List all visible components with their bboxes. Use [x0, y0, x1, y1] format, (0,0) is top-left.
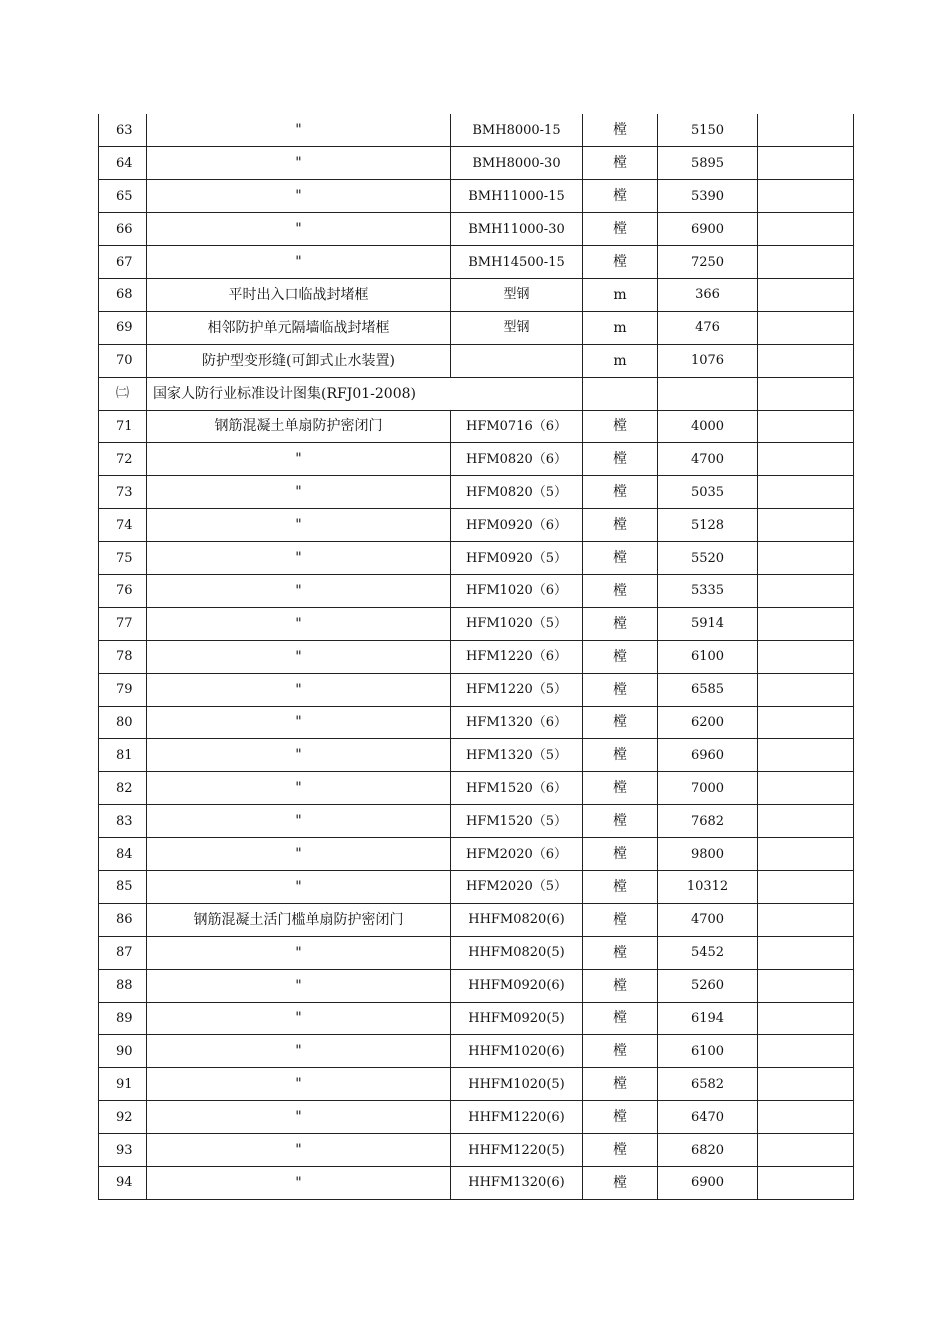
item-unit: 樘 [583, 476, 658, 509]
item-unit: 樘 [583, 1035, 658, 1068]
row-number: 89 [99, 1002, 147, 1035]
item-name: " [147, 1068, 451, 1101]
item-spec: HFM0920（5） [451, 542, 583, 575]
item-note [758, 838, 854, 871]
item-unit: 樘 [583, 838, 658, 871]
item-unit: 樘 [583, 180, 658, 213]
table-row [99, 640, 854, 673]
item-name: " [147, 509, 451, 542]
item-note [758, 542, 854, 575]
item-spec: HFM2020（5） [451, 870, 583, 903]
table-row [99, 147, 854, 180]
item-price: 4700 [658, 903, 758, 936]
item-name: " [147, 673, 451, 706]
table-row [99, 574, 854, 607]
item-spec: BMH14500-15 [451, 246, 583, 279]
item-spec: HHFM1020(5) [451, 1068, 583, 1101]
item-price: 6194 [658, 1002, 758, 1035]
item-name: " [147, 180, 451, 213]
item-unit: 樘 [583, 969, 658, 1002]
item-note [758, 509, 854, 542]
row-number: 79 [99, 673, 147, 706]
table-row [99, 936, 854, 969]
item-price: 6582 [658, 1068, 758, 1101]
item-note [758, 311, 854, 344]
price-cell [658, 377, 758, 410]
item-price: 4700 [658, 443, 758, 476]
item-unit: 樘 [583, 443, 658, 476]
item-spec: HFM1020（5） [451, 607, 583, 640]
item-name: " [147, 147, 451, 180]
item-spec [451, 344, 583, 377]
row-number: 72 [99, 443, 147, 476]
item-spec: HFM1020（6） [451, 574, 583, 607]
row-number: 78 [99, 640, 147, 673]
row-number: 74 [99, 509, 147, 542]
item-price: 6585 [658, 673, 758, 706]
table-row [99, 1134, 854, 1167]
item-price: 5128 [658, 509, 758, 542]
table-row [99, 1167, 854, 1200]
item-unit: 樘 [583, 805, 658, 838]
item-price: 5035 [658, 476, 758, 509]
item-spec: HHFM1020(6) [451, 1035, 583, 1068]
table-row [99, 1101, 854, 1134]
row-number: 80 [99, 706, 147, 739]
item-name: " [147, 772, 451, 805]
row-number: 71 [99, 410, 147, 443]
table-row [99, 969, 854, 1002]
item-spec: HHFM0920(5) [451, 1002, 583, 1035]
item-note [758, 278, 854, 311]
table-row [99, 509, 854, 542]
table-row [99, 311, 854, 344]
item-spec: HHFM0820(6) [451, 903, 583, 936]
item-name: 相邻防护单元隔墙临战封堵框 [147, 311, 451, 344]
item-unit: 樘 [583, 509, 658, 542]
item-note [758, 574, 854, 607]
item-unit: 樘 [583, 673, 658, 706]
item-spec: 型钢 [451, 311, 583, 344]
item-note [758, 1134, 854, 1167]
table-row [99, 542, 854, 575]
row-number: 76 [99, 574, 147, 607]
table-row [99, 410, 854, 443]
item-unit: 樘 [583, 739, 658, 772]
row-number: 94 [99, 1167, 147, 1200]
table-row [99, 838, 854, 871]
item-name: " [147, 739, 451, 772]
item-note [758, 443, 854, 476]
item-spec: HHFM1220(5) [451, 1134, 583, 1167]
item-name: " [147, 706, 451, 739]
table-row [99, 805, 854, 838]
item-unit: 樘 [583, 410, 658, 443]
item-name: " [147, 213, 451, 246]
row-number: 69 [99, 311, 147, 344]
row-number: 66 [99, 213, 147, 246]
item-price: 6200 [658, 706, 758, 739]
note-cell [758, 377, 854, 410]
item-spec: HFM0716（6） [451, 410, 583, 443]
row-number: 67 [99, 246, 147, 279]
item-name: " [147, 838, 451, 871]
price-table [98, 114, 854, 1200]
table-row [99, 344, 854, 377]
item-spec: HFM1320（5） [451, 739, 583, 772]
row-number: 81 [99, 739, 147, 772]
item-note [758, 706, 854, 739]
row-number: 92 [99, 1101, 147, 1134]
row-number: 73 [99, 476, 147, 509]
row-number: 77 [99, 607, 147, 640]
item-note [758, 673, 854, 706]
table-row [99, 246, 854, 279]
row-number: ㈡ [99, 377, 147, 410]
item-spec: HFM1520（6） [451, 772, 583, 805]
item-price: 6960 [658, 739, 758, 772]
item-price: 6900 [658, 213, 758, 246]
table-row [99, 278, 854, 311]
item-price: 10312 [658, 870, 758, 903]
item-name: " [147, 607, 451, 640]
item-name: " [147, 870, 451, 903]
item-unit: 樘 [583, 147, 658, 180]
item-unit: 樘 [583, 1002, 658, 1035]
item-unit: 樘 [583, 772, 658, 805]
item-note [758, 1035, 854, 1068]
item-name: " [147, 1167, 451, 1200]
item-name: 钢筋混凝土单扇防护密闭门 [147, 410, 451, 443]
item-note [758, 607, 854, 640]
item-name: " [147, 443, 451, 476]
item-name: 平时出入口临战封堵框 [147, 278, 451, 311]
item-note [758, 344, 854, 377]
item-note [758, 213, 854, 246]
table-row [99, 1035, 854, 1068]
item-note [758, 805, 854, 838]
item-name: " [147, 640, 451, 673]
item-spec: BMH8000-30 [451, 147, 583, 180]
item-unit: 樘 [583, 870, 658, 903]
table-row [99, 443, 854, 476]
item-note [758, 1101, 854, 1134]
table-row [99, 213, 854, 246]
row-number: 68 [99, 278, 147, 311]
item-price: 5150 [658, 114, 758, 147]
section-title: 国家人防行业标准设计图集(RFJ01-2008) [147, 377, 583, 410]
item-price: 6820 [658, 1134, 758, 1167]
item-name: 钢筋混凝土活门槛单扇防护密闭门 [147, 903, 451, 936]
item-note [758, 476, 854, 509]
item-name: " [147, 1002, 451, 1035]
table-row [99, 739, 854, 772]
item-price: 6900 [658, 1167, 758, 1200]
unit-cell [583, 377, 658, 410]
item-unit: 樘 [583, 213, 658, 246]
section-row [99, 377, 854, 410]
item-unit: 樘 [583, 114, 658, 147]
item-spec: HFM1320（6） [451, 706, 583, 739]
item-note [758, 410, 854, 443]
item-unit: 樘 [583, 542, 658, 575]
item-price: 5390 [658, 180, 758, 213]
table-row [99, 1002, 854, 1035]
item-spec: HFM0820（5） [451, 476, 583, 509]
item-price: 5520 [658, 542, 758, 575]
item-price: 9800 [658, 838, 758, 871]
item-name: " [147, 476, 451, 509]
item-name: " [147, 1101, 451, 1134]
item-spec: BMH11000-15 [451, 180, 583, 213]
table-row [99, 903, 854, 936]
item-name: 防护型变形缝(可卸式止水装置) [147, 344, 451, 377]
row-number: 88 [99, 969, 147, 1002]
item-price: 7250 [658, 246, 758, 279]
row-number: 63 [99, 114, 147, 147]
row-number: 70 [99, 344, 147, 377]
item-name: " [147, 246, 451, 279]
item-price: 1076 [658, 344, 758, 377]
item-note [758, 246, 854, 279]
price-table-body [99, 114, 854, 1199]
item-spec: BMH11000-30 [451, 213, 583, 246]
item-spec: HHFM0920(6) [451, 969, 583, 1002]
item-unit: 樘 [583, 607, 658, 640]
item-name: " [147, 542, 451, 575]
item-note [758, 1167, 854, 1200]
item-spec: HFM1520（5） [451, 805, 583, 838]
item-price: 366 [658, 278, 758, 311]
row-number: 75 [99, 542, 147, 575]
item-price: 7682 [658, 805, 758, 838]
item-name: " [147, 1134, 451, 1167]
row-number: 93 [99, 1134, 147, 1167]
item-price: 5895 [658, 147, 758, 180]
row-number: 64 [99, 147, 147, 180]
item-spec: HFM1220（6） [451, 640, 583, 673]
item-unit: 樘 [583, 903, 658, 936]
item-note [758, 870, 854, 903]
row-number: 87 [99, 936, 147, 969]
item-price: 5914 [658, 607, 758, 640]
row-number: 85 [99, 870, 147, 903]
item-price: 476 [658, 311, 758, 344]
item-note [758, 739, 854, 772]
item-note [758, 1002, 854, 1035]
item-name: " [147, 574, 451, 607]
item-spec: HFM1220（5） [451, 673, 583, 706]
table-row [99, 476, 854, 509]
item-unit: m [583, 278, 658, 311]
item-price: 6470 [658, 1101, 758, 1134]
table-row [99, 706, 854, 739]
item-note [758, 772, 854, 805]
item-note [758, 114, 854, 147]
table-row [99, 1068, 854, 1101]
item-name: " [147, 114, 451, 147]
item-spec: HFM0820（6） [451, 443, 583, 476]
row-number: 91 [99, 1068, 147, 1101]
table-row [99, 772, 854, 805]
item-unit: 樘 [583, 246, 658, 279]
item-note [758, 936, 854, 969]
table-row [99, 607, 854, 640]
item-unit: 樘 [583, 640, 658, 673]
item-spec: HHFM1320(6) [451, 1167, 583, 1200]
item-price: 6100 [658, 1035, 758, 1068]
item-note [758, 903, 854, 936]
item-note [758, 147, 854, 180]
row-number: 86 [99, 903, 147, 936]
item-note [758, 640, 854, 673]
item-unit: 樘 [583, 1101, 658, 1134]
item-spec: HFM2020（6） [451, 838, 583, 871]
item-spec: 型钢 [451, 278, 583, 311]
item-unit: m [583, 344, 658, 377]
row-number: 90 [99, 1035, 147, 1068]
item-name: " [147, 1035, 451, 1068]
item-spec: BMH8000-15 [451, 114, 583, 147]
item-unit: m [583, 311, 658, 344]
table-row [99, 673, 854, 706]
item-spec: HFM0920（6） [451, 509, 583, 542]
item-unit: 樘 [583, 936, 658, 969]
item-unit: 樘 [583, 1167, 658, 1200]
row-number: 83 [99, 805, 147, 838]
row-number: 82 [99, 772, 147, 805]
item-price: 5452 [658, 936, 758, 969]
row-number: 84 [99, 838, 147, 871]
item-price: 5335 [658, 574, 758, 607]
item-unit: 樘 [583, 574, 658, 607]
item-unit: 樘 [583, 706, 658, 739]
item-name: " [147, 969, 451, 1002]
item-spec: HHFM1220(6) [451, 1101, 583, 1134]
item-price: 7000 [658, 772, 758, 805]
item-unit: 樘 [583, 1134, 658, 1167]
item-spec: HHFM0820(5) [451, 936, 583, 969]
item-price: 5260 [658, 969, 758, 1002]
item-name: " [147, 936, 451, 969]
item-note [758, 1068, 854, 1101]
item-unit: 樘 [583, 1068, 658, 1101]
row-number: 65 [99, 180, 147, 213]
item-note [758, 969, 854, 1002]
table-row [99, 114, 854, 147]
item-note [758, 180, 854, 213]
item-price: 6100 [658, 640, 758, 673]
table-row [99, 180, 854, 213]
item-name: " [147, 805, 451, 838]
table-row [99, 870, 854, 903]
price-table-sheet [98, 114, 853, 1200]
item-price: 4000 [658, 410, 758, 443]
